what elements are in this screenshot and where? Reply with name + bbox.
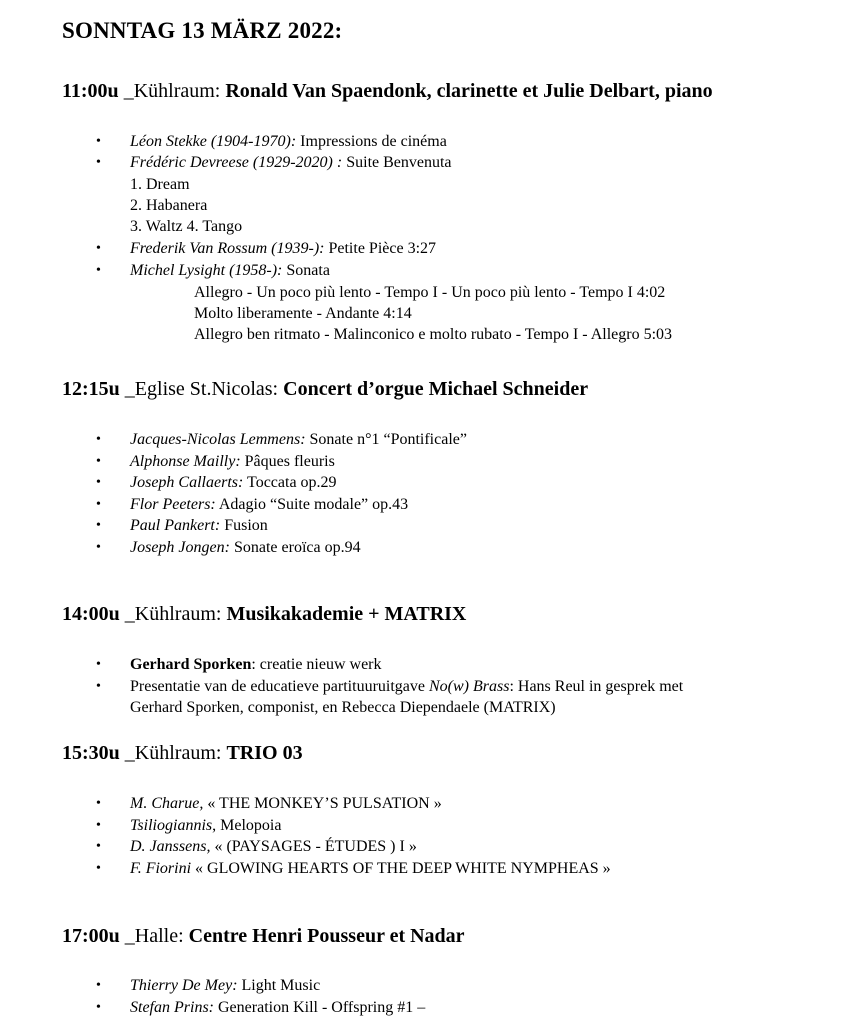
bullet: •	[96, 134, 101, 149]
work: Toccata op.29	[243, 474, 337, 491]
work: « THE MONKEY’S PULSATION »	[203, 795, 442, 812]
composer: M. Charue,	[130, 795, 204, 812]
list-item	[130, 975, 320, 996]
text: Presentatie van de educatieve partituuruitgave	[130, 678, 429, 695]
list-item	[130, 429, 467, 450]
composer: Joseph Callaerts:	[130, 474, 244, 491]
work: Suite Benvenuta	[342, 154, 452, 171]
bullet: •	[96, 475, 101, 490]
composer: Joseph Jongen:	[130, 539, 230, 556]
composer: Tsiliogiannis	[130, 817, 213, 834]
text: : Hans Reul in gesprek met	[509, 678, 684, 695]
bullet: •	[96, 657, 101, 672]
section-heading-1400	[62, 603, 466, 626]
bullet: •	[96, 432, 101, 447]
section-title: Centre Henri Pousseur et Nadar	[188, 925, 465, 947]
section-time: 12:15u	[62, 378, 120, 400]
list-item-continuation: Gerhard Sporken, componist, en Rebecca Diependaele (MATRIX)	[130, 699, 556, 716]
section-title: Concert d’orgue Michael Schneider	[283, 378, 589, 400]
list-item	[130, 858, 611, 879]
suite-part: 1. Dream	[130, 176, 190, 193]
composer: Léon Stekke (1904-1970):	[130, 133, 297, 150]
bullet: •	[96, 497, 101, 512]
list-item	[130, 997, 425, 1018]
list-item	[130, 238, 436, 259]
work: Adagio “Suite modale” op.43	[215, 496, 409, 513]
section-venue: _Kühlraum:	[119, 603, 227, 625]
bullet: •	[96, 818, 101, 833]
composer: Frédéric Devreese (1929-2020) :	[130, 154, 343, 171]
bullet: •	[96, 454, 101, 469]
work: Sonate n°1 “Pontificale”	[305, 431, 467, 448]
composer: D. Janssens,	[130, 838, 211, 855]
list-item	[130, 451, 335, 472]
work: Impressions de cinéma	[296, 133, 447, 150]
work: , Melopoia	[212, 817, 282, 834]
suite-part: 2. Habanera	[130, 197, 208, 214]
work: « GLOWING HEARTS OF THE DEEP WHITE NYMPHEAS »	[191, 860, 611, 877]
movement: Allegro ben ritmato - Malinconico e molto rubato - Tempo I - Allegro 5:03	[194, 326, 673, 343]
document-title: SONNTAG 13 MÄRZ 2022:	[62, 18, 343, 43]
person-name: Gerhard Sporken	[130, 656, 252, 673]
composer: Frederik Van Rossum (1939-):	[130, 240, 325, 257]
bullet: •	[96, 263, 101, 278]
movement: Allegro - Un poco più lento - Tempo I - Un poco più lento - Tempo I 4:02	[194, 284, 666, 301]
bullet: •	[96, 540, 101, 555]
list-item	[130, 793, 442, 814]
work: Fusion	[220, 517, 268, 534]
section-title: TRIO 03	[226, 742, 303, 764]
composer: Stefan Prins:	[130, 999, 214, 1016]
list-item	[130, 676, 683, 697]
bullet: •	[96, 155, 101, 170]
list-item	[130, 472, 337, 493]
work: Generation Kill - Offspring #1 –	[214, 999, 426, 1016]
bullet: •	[96, 861, 101, 876]
section-heading-1530	[62, 742, 303, 765]
list-item	[130, 836, 417, 857]
list-item	[130, 260, 330, 281]
list-item	[130, 815, 281, 836]
list-item	[130, 131, 447, 152]
composer: Jacques-Nicolas Lemmens:	[130, 431, 306, 448]
composer: Thierry De Mey:	[130, 977, 238, 994]
list-item	[130, 152, 452, 173]
section-venue: _Kühlraum:	[118, 80, 226, 102]
section-venue: _Halle:	[119, 925, 189, 947]
section-heading-1100	[62, 80, 713, 103]
list-item	[130, 494, 408, 515]
bullet: •	[96, 839, 101, 854]
section-venue: _Eglise St.Nicolas:	[119, 378, 284, 400]
bullet: •	[96, 679, 101, 694]
bullet: •	[96, 241, 101, 256]
work: Light Music	[237, 977, 321, 994]
suite-part: 3. Waltz 4. Tango	[130, 218, 243, 235]
list-item	[130, 515, 268, 536]
publication-title: No(w) Brass	[428, 678, 510, 695]
list-item	[130, 537, 361, 558]
work: : creatie nieuw werk	[251, 656, 382, 673]
composer: Michel Lysight (1958-):	[130, 262, 283, 279]
work: Sonate eroïca op.94	[229, 539, 361, 556]
composer: F. Fiorini	[130, 860, 192, 877]
work: « (PAYSAGES - ÉTUDES ) I »	[210, 838, 417, 855]
section-time: 14:00u	[62, 603, 120, 625]
bullet: •	[96, 518, 101, 533]
section-title: Musikakademie + MATRIX	[226, 603, 467, 625]
bullet: •	[96, 796, 101, 811]
composer: Alphonse Mailly:	[130, 453, 241, 470]
work: Petite Pièce 3:27	[324, 240, 437, 257]
section-time: 15:30u	[62, 742, 120, 764]
section-venue: _Kühlraum:	[119, 742, 227, 764]
composer: Paul Pankert:	[130, 517, 221, 534]
work: Pâques fleuris	[240, 453, 335, 470]
section-time: 11:00u	[62, 80, 119, 102]
bullet: •	[96, 978, 101, 993]
section-heading-1700	[62, 925, 465, 948]
section-title: Ronald Van Spaendonk, clarinette et Julie Delbart, piano	[225, 80, 713, 102]
work: Sonata	[282, 262, 330, 279]
movement: Molto liberamente - Andante 4:14	[194, 305, 412, 322]
list-item	[130, 654, 382, 675]
section-heading-1215	[62, 378, 588, 401]
composer: Flor Peeters:	[130, 496, 216, 513]
section-time: 17:00u	[62, 925, 120, 947]
bullet: •	[96, 1000, 101, 1015]
